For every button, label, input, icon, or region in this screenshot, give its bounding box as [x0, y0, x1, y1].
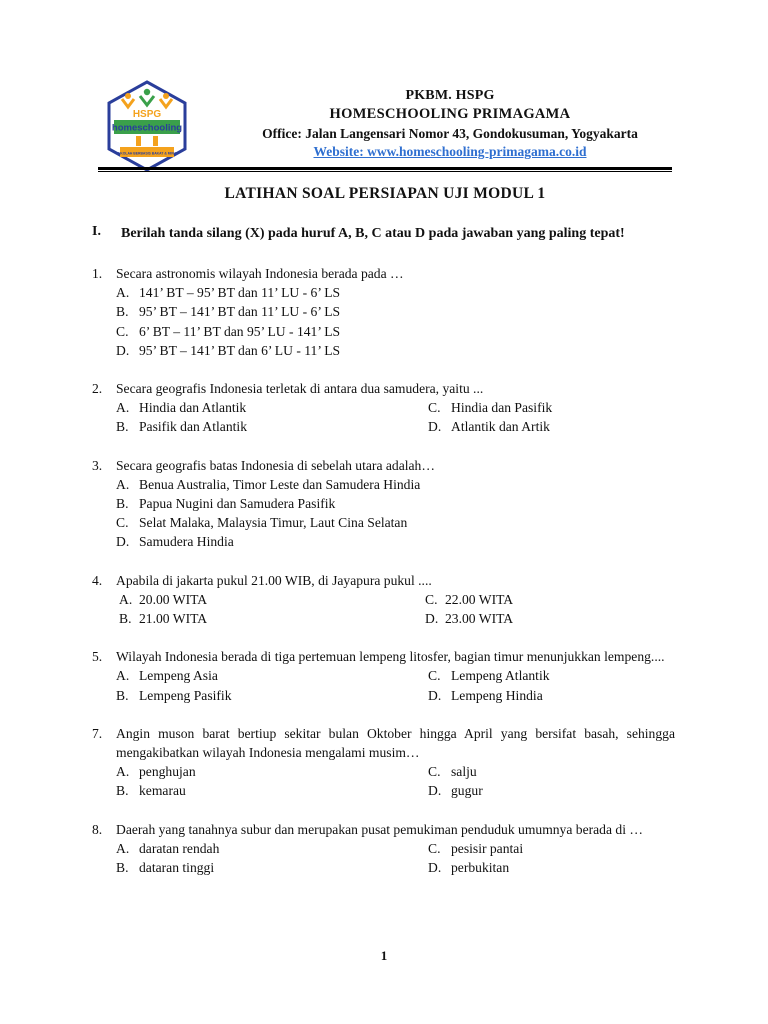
option-text: 22.00 WITA [445, 591, 514, 607]
question-text: Secara astronomis wilayah Indonesia berada pada … [116, 266, 404, 281]
answer-option[interactable] [116, 475, 675, 494]
answer-option[interactable] [116, 686, 428, 705]
question-text: Apabila di jakarta pukul 21.00 WIB, di Jayapura pukul .... [116, 572, 432, 588]
logo-tagline: SEKOLAH BERBASIS BAKAT & MINAT [115, 151, 179, 156]
option-text: salju [451, 764, 477, 780]
option-letter: C. [116, 515, 129, 531]
option-letter: D. [428, 783, 442, 799]
option-text: 20.00 WITA [139, 591, 208, 607]
option-text: Lempeng Pasifik [139, 687, 232, 703]
website-link[interactable]: Website: www.homeschooling-primagama.co.id [313, 144, 587, 159]
option-text: daratan rendah [139, 840, 220, 856]
question-item [92, 571, 675, 629]
logo-brand: HSPG [132, 109, 162, 120]
option-letter: D. [425, 611, 439, 627]
option-text: pesisir pantai [451, 840, 524, 856]
option-text: 95’ BT – 141’ BT dan 11’ LU - 6’ LS [139, 304, 341, 320]
question-number: 2. [92, 381, 103, 397]
answer-option[interactable] [116, 666, 428, 685]
option-letter: A. [116, 400, 130, 416]
answer-option[interactable] [116, 283, 675, 302]
option-letter: B. [116, 860, 129, 876]
option-letter: C. [116, 323, 129, 339]
option-text: Pasifik dan Atlantik [139, 419, 247, 435]
option-letter: D. [428, 419, 442, 435]
option-text: gugur [451, 783, 483, 799]
answer-option[interactable] [428, 781, 675, 800]
question-item [92, 456, 675, 552]
option-text: perbukitan [451, 860, 510, 876]
answer-option[interactable] [116, 781, 428, 800]
answer-option[interactable] [119, 590, 425, 609]
question-number: 1. [92, 266, 103, 281]
document-title: LATIHAN SOAL PERSIAPAN UJI MODUL 1 [224, 185, 546, 202]
question-number: 7. [92, 725, 103, 741]
option-text: 6’ BT – 11’ BT dan 95’ LU - 141’ LS [139, 323, 341, 339]
answer-option[interactable] [119, 609, 425, 628]
office-address: Office: Jalan Langensari Nomor 43, Gondokusuman, Yogyakarta [262, 126, 638, 141]
option-text: 21.00 WITA [139, 611, 208, 627]
option-letter: B. [116, 419, 129, 435]
option-letter: C. [425, 591, 438, 607]
answer-option[interactable] [428, 839, 675, 858]
option-text: 23.00 WITA [445, 611, 514, 627]
option-text: Papua Nugini dan Samudera Pasifik [139, 496, 336, 512]
section-number: I. [92, 224, 101, 239]
answer-option[interactable] [116, 302, 675, 321]
option-text: 141’ BT – 95’ BT dan 11’ LU - 6’ LS [139, 285, 341, 301]
answer-option[interactable] [116, 839, 428, 858]
question-item [92, 379, 675, 437]
logo-name: homeschooling [111, 122, 183, 134]
school-name: HOMESCHOOLING PRIMAGAMA [329, 106, 571, 122]
answer-option[interactable] [425, 609, 675, 628]
option-text: Lempeng Atlantik [451, 668, 550, 684]
answer-option[interactable] [116, 858, 428, 877]
answer-option[interactable] [428, 686, 675, 705]
option-letter: A. [116, 668, 130, 684]
answer-option[interactable] [116, 762, 428, 781]
option-letter: D. [428, 860, 442, 876]
option-letter: B. [116, 687, 129, 703]
option-letter: A. [116, 840, 130, 856]
org-name: PKBM. HSPG [405, 88, 495, 103]
question-number: 3. [92, 457, 103, 473]
answer-option[interactable] [425, 590, 675, 609]
section-instruction: Berilah tanda silang (X) pada huruf A, B, C atau D pada jawaban yang paling tepat! [121, 226, 625, 241]
option-letter: D. [116, 342, 130, 358]
answer-option[interactable] [116, 494, 675, 513]
option-letter: A. [119, 591, 133, 607]
question-text: Secara geografis batas Indonesia di sebelah utara adalah… [116, 457, 435, 473]
option-letter: C. [428, 400, 441, 416]
option-letter: D. [116, 534, 130, 550]
option-text: Lempeng Hindia [451, 687, 543, 703]
question-text: Secara geografis Indonesia terletak di antara dua samudera, yaitu ... [116, 381, 484, 397]
option-letter: C. [428, 840, 441, 856]
option-text: Samudera Hindia [139, 534, 234, 550]
option-letter: A. [116, 285, 130, 301]
answer-option[interactable] [116, 322, 675, 341]
option-text: Benua Australia, Timor Leste dan Samudera Hindia [139, 476, 421, 492]
option-text: Hindia dan Pasifik [451, 400, 553, 416]
answer-option[interactable] [428, 398, 675, 417]
option-letter: C. [428, 764, 441, 780]
option-letter: B. [116, 304, 129, 320]
hspg-logo [106, 80, 188, 172]
question-text: Daerah yang tanahnya subur dan merupakan pusat pemukiman penduduk umumnya berada di … [116, 821, 643, 837]
answer-option[interactable] [116, 532, 675, 551]
option-text: Hindia dan Atlantik [139, 400, 247, 416]
page-number: 1 [380, 948, 388, 963]
question-item [92, 724, 675, 801]
answer-option[interactable] [428, 762, 675, 781]
question-number: 8. [92, 821, 103, 837]
question-item [92, 647, 675, 705]
option-text: dataran tinggi [139, 860, 215, 876]
answer-option[interactable] [116, 398, 428, 417]
question-list [92, 264, 675, 896]
answer-option[interactable] [428, 666, 675, 685]
answer-option[interactable] [116, 513, 675, 532]
answer-option[interactable] [116, 341, 675, 360]
answer-option[interactable] [116, 417, 428, 436]
question-number: 5. [92, 649, 103, 665]
option-letter: A. [116, 764, 130, 780]
option-letter: B. [119, 611, 132, 627]
answer-option[interactable] [428, 417, 675, 436]
option-text: Atlantik dan Artik [451, 419, 550, 435]
option-text: kemarau [139, 783, 186, 799]
header-rule-thin [98, 171, 672, 172]
header-rule-thick [98, 167, 672, 170]
answer-option[interactable] [428, 858, 675, 877]
option-letter: C. [428, 668, 441, 684]
question-item [92, 264, 675, 360]
question-text: Wilayah Indonesia berada di tiga pertemuan lempeng litosfer, bagian timur menunjukkan lempeng.... [116, 649, 665, 665]
question-number: 4. [92, 572, 103, 588]
option-letter: B. [116, 496, 129, 512]
option-text: penghujan [139, 764, 196, 780]
option-text: Lempeng Asia [139, 668, 218, 684]
option-text: Selat Malaka, Malaysia Timur, Laut Cina Selatan [139, 515, 408, 531]
question-item [92, 820, 675, 878]
question-text: Angin muson barat bertiup sekitar bulan Oktober hingga April yang bersifat basah, sehingga mengakibatkan wilayah Indonesia mengalami musim… [116, 725, 675, 761]
option-text: 95’ BT – 141’ BT dan 6’ LU - 11’ LS [139, 342, 341, 358]
option-letter: A. [116, 476, 130, 492]
option-letter: D. [428, 687, 442, 703]
option-letter: B. [116, 783, 129, 799]
